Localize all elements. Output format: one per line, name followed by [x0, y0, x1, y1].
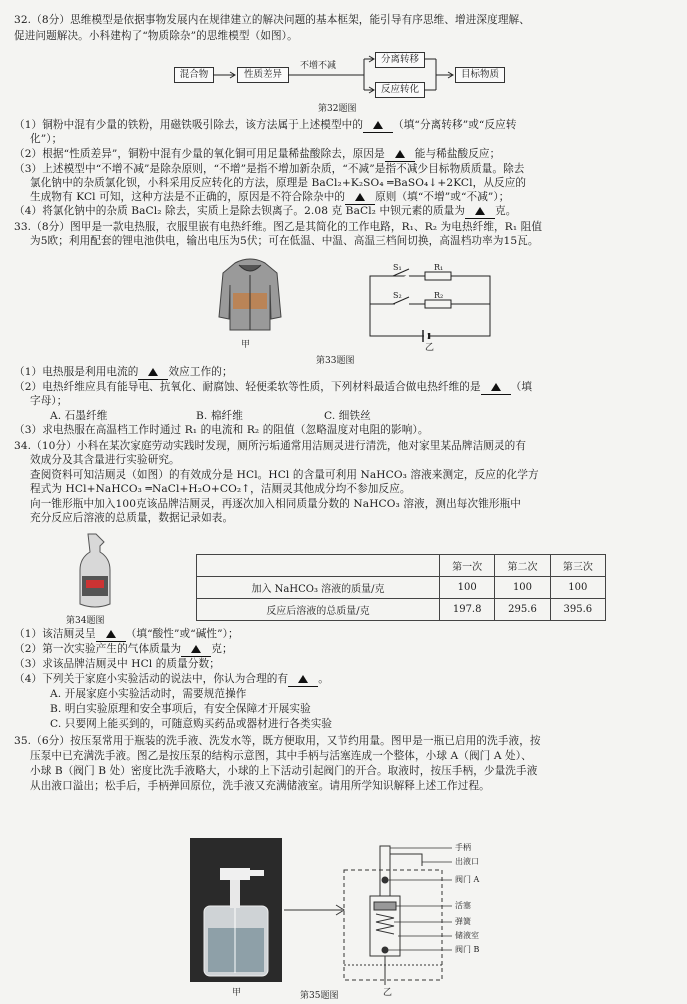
heated-jacket-image: [215, 255, 285, 335]
answer-blank[interactable]: [181, 643, 211, 657]
table-header-cell: 第三次: [550, 555, 605, 577]
q33-part3: （3）求电热服在高温档工作时通过 R₁ 的电流和 R₂ 的阻值（忽略温度对电阻的影响）。: [14, 424, 429, 436]
table-cell: 100: [550, 577, 605, 599]
answer-blank[interactable]: [288, 673, 318, 687]
q34-stem-line4: 程式为 HCl+NaHCO₃ ═NaCl+H₂O+CO₂↑，洁厕灵其他成分均不参加反应。: [30, 483, 411, 495]
table-header-cell: 第一次: [440, 555, 495, 577]
q32-p1-text: （1）铜粉中混有少量的铁粉，用磁铁吸引除去，该方法属于上述模型中的: [14, 119, 364, 131]
q34-p2-text2: 克；: [211, 643, 233, 655]
q35-photo-jia: [190, 838, 282, 982]
label-piston: 活塞: [455, 901, 471, 910]
q33-stem-line2: 为5欧；利用配套的锂电池供电，输出电压为5伏；可在低温、中温、高温三档间切换，高温档功率为15瓦。: [30, 235, 539, 247]
q34-stem-line1: 34.（10分）小科在某次家庭劳动实践时发现，厕所污垢通常用洁厕灵进行清洗，他对家里某品牌洁厕灵的有: [14, 440, 527, 452]
q35-stem-line2: 压泵中已充满洗手液。图乙是按压泵的结构示意图，其中手柄与活塞连成一个整体，小球 A（阀门 A 处）、: [30, 750, 532, 762]
q35-stem-line3: 小球 B（阀门 B 处）密度比洗手液略大，小球的上下活动引起阀门的开合。取液时，按压手柄，少量洗手液: [30, 765, 538, 777]
answer-blank[interactable]: [363, 119, 393, 133]
q35-fig-yi: 乙: [383, 988, 393, 998]
pump-bottle-image: [190, 838, 282, 982]
q32-part1-cont: 化”）；: [30, 133, 63, 145]
table-cell: 100: [495, 577, 550, 599]
q32-diagram-arrows: [0, 0, 687, 110]
q33-part2-cont: 字母）；: [30, 395, 68, 407]
table-cell: 197.8: [440, 599, 495, 621]
q34-stem-line6: 充分反应后溶液的总质量，数据记录如表。: [30, 512, 234, 524]
triangle-icon: [373, 121, 383, 129]
q32-p1-text2: （填“分离转移”或“反应转: [393, 119, 517, 131]
q34-caption: 第34题图: [66, 616, 105, 626]
q33-option-b: B. 棉纤维: [196, 410, 243, 422]
box-mixture: 混合物: [174, 67, 214, 83]
label-handle: 手柄: [455, 843, 471, 852]
q33-option-a: A. 石墨纤维: [50, 410, 108, 422]
q34-p4-text2: 。: [318, 673, 329, 685]
triangle-icon: [106, 630, 116, 638]
table-cell: 反应后溶液的总质量/克: [197, 599, 440, 621]
box-property-difference: 性质差异: [237, 67, 289, 83]
q34-stem-line3: 查阅资料可知洁厕灵（如图）的有效成分是 HCl。HCl 的含量可利用 NaHCO₃ 溶液来测定，反应的化学方: [30, 469, 539, 481]
q34-p1-text2: （填“酸性”或“碱性”）；: [125, 628, 239, 640]
table-cell: 395.6: [550, 599, 605, 621]
table-header-row: [197, 555, 606, 577]
answer-blank[interactable]: [385, 148, 415, 162]
q33-option-c: C. 细铁丝: [324, 410, 371, 422]
q33-p2-text2: （填: [510, 381, 533, 393]
q33-stem-line1: 33.（8分）图甲是一款电热服，衣服里嵌有电热纤维。图乙是其简化的工作电路，R₁、R₂ 为电热纤维，R₁ 阻值: [14, 221, 543, 233]
q32-part3-line1: （3）上述模型中“不增不减”是除杂原则，“不增”是指不增加新杂质，“不减”是指不减少目标物质质量。除去: [14, 163, 525, 175]
q32-stem-line1: 32.（8分）思维模型是依据事物发展内在规律建立的解决问题的基本框架，能引导有序思维、增进深度理解、: [14, 14, 530, 26]
triangle-icon: [355, 193, 365, 201]
q32-part3-line2: 氯化钠中的杂质氯化钡，小科采用反应转化的方法，原理是 BaCl₂+K₂SO₄ ═BaSO₄↓+2KCl，从反应的: [30, 177, 527, 189]
q32-stem-line2: 促进问题解决。小科建构了“物质除杂”的思维模型（如图）。: [14, 30, 298, 42]
answer-blank[interactable]: [138, 366, 168, 380]
q34-p4-text: （4）下列关于家庭小实验活动的说法中，你认为合理的有: [14, 673, 289, 685]
q32-p4-text: （4）将氯化钠中的杂质 BaCl₂ 除去，实质上是除去钡离子。2.08 克 BaCl₂ 中钡元素的质量为: [14, 205, 466, 217]
answer-blank[interactable]: [345, 191, 375, 205]
q34-stem-line5: 向一锥形瓶中加入100克该品牌洁厕灵，再逐次加入相同质量分数的 NaHCO₃ 溶液，测出每次锥形瓶中: [30, 498, 521, 510]
q34-p2-text: （2）第一次实验产生的气体质量为: [14, 643, 182, 655]
q32-p3-text: 生成物有 KCl 可知，这种方法是不正确的，原因是不符合除杂中的: [30, 191, 346, 203]
q33-fig-jia: 甲: [241, 340, 251, 350]
q33-caption: 第33题图: [316, 356, 355, 366]
q35-pump-structure-diagram: [282, 840, 462, 990]
label-spring: 弹簧: [455, 917, 471, 926]
resistor-r2-label: R₂: [434, 291, 444, 300]
q34-part2: [14, 643, 233, 657]
answer-blank[interactable]: [481, 381, 511, 395]
q35-stem-line4: 从出液口溢出；松手后，手柄弹回原位，洗手液又充满储液室。请用所学知识解释上述工作过程。: [30, 780, 490, 792]
table-row: [197, 599, 606, 621]
answer-blank[interactable]: [96, 628, 126, 642]
table-header-cell: [197, 555, 440, 577]
triangle-icon: [191, 645, 201, 653]
q32-part4: [14, 205, 516, 219]
box-target-substance: 目标物质: [455, 67, 505, 83]
triangle-icon: [395, 150, 405, 158]
toilet-cleaner-bottle-image: [70, 530, 120, 610]
table-row: [197, 577, 606, 599]
label-valve-a: 阀门 A: [455, 875, 480, 884]
resistor-r1-label: R₁: [434, 263, 444, 272]
q34-part3: （3）求该品牌洁厕灵中 HCl 的质量分数；: [14, 658, 220, 670]
box-separation-transfer: 分离转移: [375, 52, 425, 68]
q34-stem-line2: 效成分及其含量进行实验研究。: [30, 454, 180, 466]
q34-part4: [14, 673, 329, 687]
q33-part1: [14, 366, 233, 380]
table-header-cell: 第二次: [495, 555, 550, 577]
table-cell: 100: [440, 577, 495, 599]
triangle-icon: [475, 207, 485, 215]
label-valve-b: 阀门 B: [455, 945, 480, 954]
q34-part1: [14, 628, 239, 642]
q33-p1-text: （1）电热服是利用电流的: [14, 366, 139, 378]
q34-option-c: C. 只要网上能买到的，可随意购买药品或器材进行各类实验: [50, 718, 333, 730]
label-reservoir: 储液室: [455, 931, 479, 940]
q32-p4-text2: 克。: [495, 205, 517, 217]
table-cell: 295.6: [495, 599, 550, 621]
label-outlet: 出液口: [455, 857, 479, 866]
triangle-icon: [298, 675, 308, 683]
table-cell: 加入 NaHCO₃ 溶液的质量/克: [197, 577, 440, 599]
q32-p2-text: （2）根据“性质差异”，铜粉中混有少量的氧化铜可用足量稀盐酸除去，原因是: [14, 148, 385, 160]
q33-fig-yi: 乙: [425, 343, 435, 353]
q33-part2: [14, 381, 532, 395]
switch-s2-label: S₂: [393, 291, 402, 300]
q34-option-a: A. 开展家庭小实验活动时，需要规范操作: [50, 688, 247, 700]
arrow-label-no-increase-no-decrease: 不增不减: [300, 61, 337, 71]
q34-p1-text: （1）该洁厕灵呈: [14, 628, 96, 640]
switch-s1-label: S₁: [393, 263, 402, 272]
q34-data-table: [196, 554, 606, 621]
triangle-icon: [491, 383, 501, 391]
q32-part3-line3: [30, 191, 510, 205]
q32-p2-text2: 能与稀盐酸反应；: [414, 148, 501, 160]
q32-caption: 第32题图: [318, 104, 357, 114]
q34-option-b: B. 明白实验原理和安全事项后，有安全保障才开展实验: [50, 703, 311, 715]
q32-part1: [14, 119, 517, 133]
q35-caption: 第35题图: [300, 991, 339, 1001]
q35-fig-jia: 甲: [232, 988, 242, 998]
answer-blank[interactable]: [465, 205, 495, 219]
q35-stem-line1: 35.（6分）按压泵常用于瓶装的洗手液、洗发水等，既方便取用，又节约用量。图甲是一瓶已启用的洗手液，按: [14, 735, 541, 747]
box-reaction-conversion: 反应转化: [375, 82, 425, 98]
q33-p1-text2: 效应工作的；: [168, 366, 233, 378]
triangle-icon: [148, 368, 158, 376]
q32-p3-text2: 原则（填“不增”或“不减”）；: [375, 191, 510, 203]
q33-p2-text: （2）电热纤维应具有能导电、抗氧化、耐腐蚀、轻便柔软等性质，下列材料最适合做电热纤维的是: [14, 381, 481, 393]
q32-part2: [14, 148, 500, 162]
